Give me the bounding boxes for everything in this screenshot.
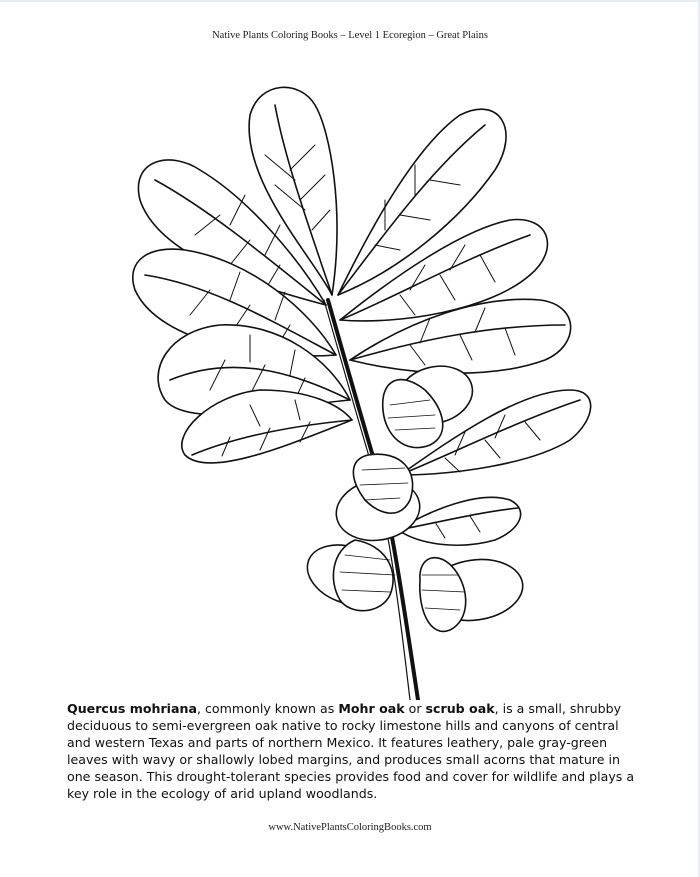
footer-website[interactable]: www.NativePlantsColoringBooks.com bbox=[268, 822, 432, 833]
acorn-bottom-left bbox=[299, 534, 397, 615]
common-name-scrub-oak: scrub oak bbox=[425, 701, 495, 716]
oak-branch-illustration bbox=[100, 60, 600, 700]
species-description: Quercus mohriana, commonly known as Mohr oak or scrub oak, is a small, shrubby deciduous to semi-evergreen oak native to rocky limestone hills and canyons of central and western Texas and parts of northern Mexico. It features leathery, pale gray-green leaves with wavy or shallowly lobed margins, and produces small acorns that mature in one season. This drought-tolerant species provides food and cover for wildlife and plays a key role in the ecology of arid upland woodlands. bbox=[67, 701, 635, 801]
page-header: Native Plants Coloring Books – Level 1 Ecoregion – Great Plains bbox=[212, 30, 488, 41]
species-name: Quercus mohriana bbox=[67, 701, 197, 716]
acorn-bottom-right bbox=[420, 554, 527, 632]
common-name-mohr-oak: Mohr oak bbox=[338, 701, 405, 716]
